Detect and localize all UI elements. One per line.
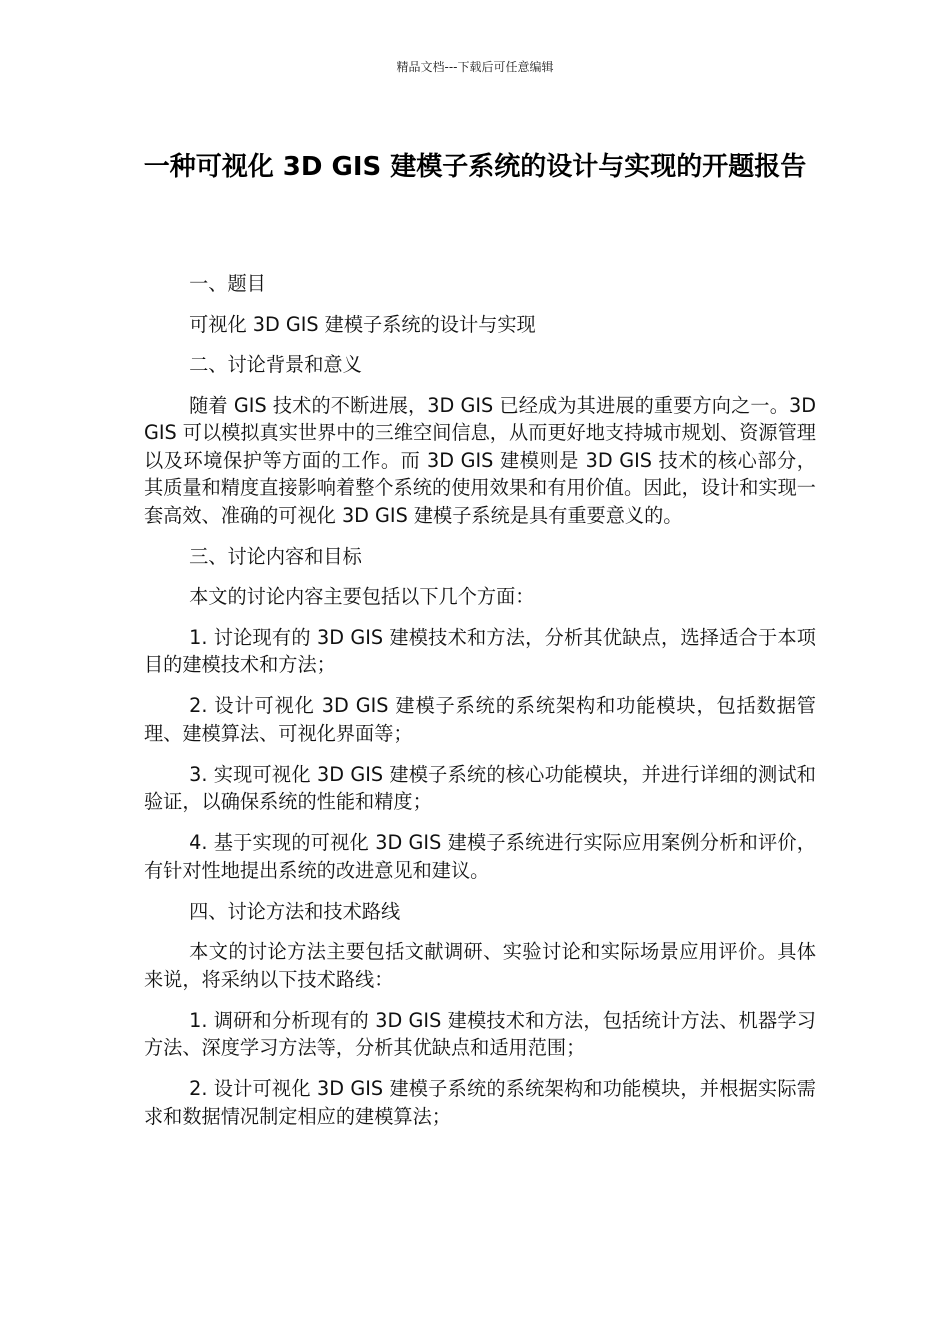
paragraph: 本文的讨论内容主要包括以下几个方面：: [189, 585, 535, 608]
paragraph: 可视化 3D GIS 建模子系统的设计与实现: [189, 312, 536, 336]
document-body: [144, 270, 816, 1144]
list-item: 1. 讨论现有的 3D GIS 建模技术和方法，分析其优缺点，选择适合于本项目的建模技术和方法；: [144, 625, 816, 676]
header-note: 精品文档---下载后可任意编辑: [396, 60, 554, 74]
list-item: 1. 调研和分析现有的 3D GIS 建模技术和方法，包括统计方法、机器学习方法、深度学习方法等，分析其优缺点和适用范围；: [144, 1008, 816, 1059]
list-item: 4. 基于实现的可视化 3D GIS 建模子系统进行实际应用案例分析和评价，有针对性地提出系统的改进意见和建议。: [144, 831, 816, 882]
list-item: 2. 设计可视化 3D GIS 建模子系统的系统架构和功能模块，包括数据管理、建模算法、可视化界面等；: [144, 694, 816, 745]
paragraph: 本文的讨论方法主要包括文献调研、实验讨论和实际场景应用评价。具体来说，将采纳以下技术路线：: [144, 940, 816, 991]
document-title: 一种可视化 3D GIS 建模子系统的设计与实现的开题报告: [143, 152, 807, 182]
section-heading: 二、讨论背景和意义: [189, 353, 362, 376]
section-heading: 三、讨论内容和目标: [189, 544, 362, 568]
list-item: 2. 设计可视化 3D GIS 建模子系统的系统架构和功能模块，并根据实际需求和数据情况制定相应的建模算法；: [144, 1077, 816, 1128]
paragraph: 随着 GIS 技术的不断进展，3D GIS 已经成为其进展的重要方向之一。3D GIS 可以模拟真实世界中的三维空间信息，从而更好地支持城市规划、资源管理以及环境保护等方面的工作。而 3D GIS 建模则是 3D GIS 技术的核心部分，其质量和精度直接影响着整个系统的使用效果和有用价值。因此，设计和实现一套高效、准确的可视化 3D GIS 建模子系统是具有重要意义的。: [144, 393, 816, 527]
section-heading: 一、题目: [189, 272, 266, 295]
section-heading: 四、讨论方法和技术路线: [189, 899, 401, 923]
list-item: 3. 实现可视化 3D GIS 建模子系统的核心功能模块，并进行详细的测试和验证，以确保系统的性能和精度；: [144, 762, 816, 813]
